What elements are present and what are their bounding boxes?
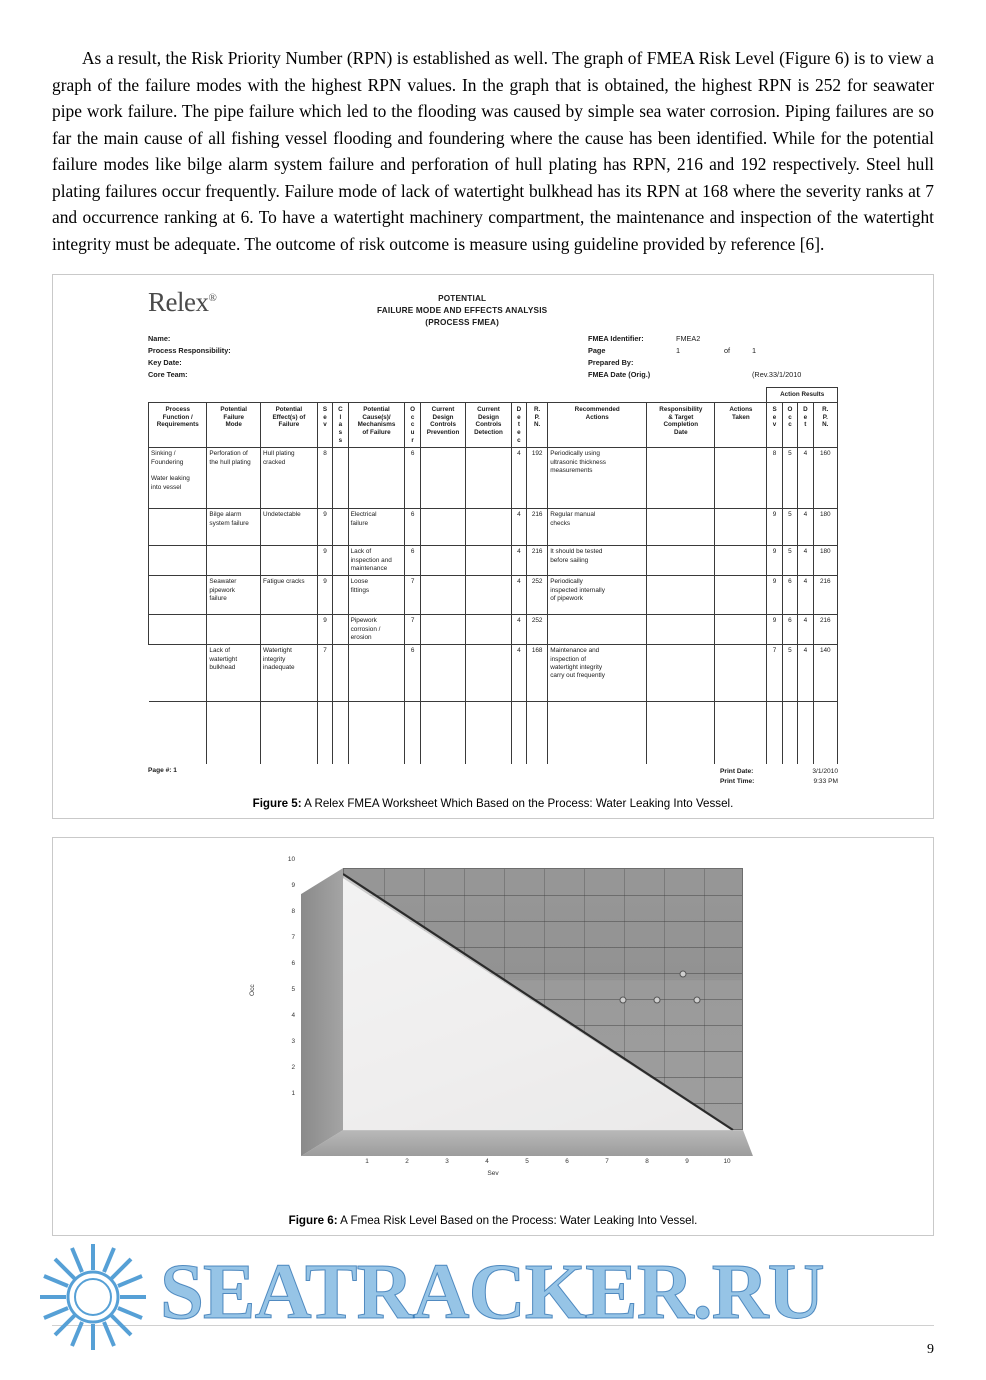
- print-time-value: 9:33 PM: [813, 778, 838, 786]
- meta-fmea-date-v2: [724, 369, 752, 381]
- cell-occ: 6: [405, 645, 420, 702]
- cell-mode: Lack of watertight bulkhead: [207, 645, 261, 702]
- col-class: C l a s s: [333, 403, 348, 448]
- meta-process-responsibility-label: Process Responsibility:: [148, 345, 231, 355]
- cell-class: [333, 615, 348, 645]
- x-tick-8: 8: [645, 1158, 649, 1166]
- worksheet-title-line-1: POTENTIAL: [438, 294, 487, 304]
- cell-rpn2: 216: [813, 615, 837, 645]
- x-tick-3: 3: [445, 1158, 449, 1166]
- fmea-risk-chart: [53, 838, 933, 1210]
- cell-occ2: 6: [782, 615, 797, 645]
- cell-det2: 4: [798, 615, 813, 645]
- meta-fmea-identifier-label: FMEA Identifier:: [588, 334, 644, 344]
- x-tick-10: 10: [723, 1158, 731, 1166]
- meta-fmea-date-value: [676, 369, 724, 381]
- cell-responsibility: [647, 645, 715, 702]
- cell-actions-taken: [715, 509, 767, 546]
- y-tick-4: 4: [291, 1012, 295, 1020]
- y-tick-2: 2: [291, 1064, 295, 1072]
- cell-occ2: 5: [782, 645, 797, 702]
- table-row: [149, 509, 838, 546]
- table-row: [149, 546, 838, 576]
- cell-rpn: 168: [527, 645, 548, 702]
- registered-mark: ®: [208, 292, 217, 305]
- meta-key-date-label: Key Date:: [148, 357, 182, 367]
- col-occ-result: O c c: [782, 403, 797, 448]
- meta-page-total: 1: [752, 345, 757, 355]
- y-tick-1: 1: [291, 1090, 295, 1098]
- table-row: [149, 645, 838, 702]
- data-point: [620, 997, 627, 1004]
- cell-occ: 6: [405, 509, 420, 546]
- cell-prevention: [420, 645, 465, 702]
- cell-mode: Perforation of the hull plating: [207, 448, 261, 509]
- cell-sev2: 8: [767, 448, 782, 509]
- cell-prevention: [420, 509, 465, 546]
- cell-rpn: 216: [527, 546, 548, 576]
- cell-prevention: [420, 576, 465, 615]
- chart-wrap: [53, 846, 933, 1186]
- print-time-label: Print Time:: [720, 778, 755, 786]
- cell-actions-taken: [715, 615, 767, 645]
- risk-boundary-line: [343, 868, 743, 1130]
- cell-sev2: 9: [767, 509, 782, 546]
- cell-det2: 4: [798, 546, 813, 576]
- y-tick-9: 9: [291, 882, 295, 890]
- action-results-header-row: [149, 388, 838, 403]
- cell-actions-taken: [715, 546, 767, 576]
- cell-detection: [466, 576, 511, 615]
- data-point: [680, 971, 687, 978]
- figure-6-caption-text: A Fmea Risk Level Based on the Process: Water Leaking Into Vessel.: [337, 1214, 698, 1228]
- relex-logo-text: Relex: [148, 287, 209, 318]
- cell-process: Sinking / Foundering Water leaking into vessel: [149, 448, 207, 509]
- cell-detection: [466, 615, 511, 645]
- cell-process: [149, 576, 207, 615]
- cell-cause: Electrical failure: [348, 509, 405, 546]
- paragraph-text: As a result, the Risk Priority Number (RPN) is established as well. The graph of FMEA Risk Level (Figure 6) is to view a graph of the failure modes with the highest RPN values. In the graph that is obtained, the highest RPN is 252 for seawater pipe work failure. The pipe failure which led to the flooding was caused by simple sea water corrosion. Piping failures are so far the main cause of all fishing vessel flooding and foundering where the cause has been identified. While for the potential failure modes like bilge alarm system failure and perforation of hull plating has RPN, 216 and 192 respectively. Steel hull plating failures occur frequently. Failure mode of lack of watertight bulkhead has its RPN at 168 where the severity ranks at 7 and occurrence ranking at 6. To have a watertight machinery compartment, the maintenance and inspection of the watertight integrity must be adequate. The outcome of risk outcome is measure using guideline provided by reference [6].: [52, 48, 934, 254]
- cell-actions: [548, 615, 647, 645]
- y-tick-10: 10: [287, 856, 295, 864]
- cell-effect: [260, 546, 317, 576]
- cell-rpn: 252: [527, 576, 548, 615]
- x-tick-1: 1: [365, 1158, 369, 1166]
- worksheet-meta-left: [148, 333, 448, 380]
- relex-logo: [148, 287, 216, 318]
- cell-actions: Regular manual checks: [548, 509, 647, 546]
- figure-5-caption-label: Figure 5:: [252, 797, 302, 811]
- cell-sev: 9: [317, 546, 332, 576]
- worksheet-title: [216, 293, 708, 329]
- meta-name-label: Name:: [148, 334, 171, 344]
- col-sev: S e v: [317, 403, 332, 448]
- cell-occ: 6: [405, 448, 420, 509]
- cell-occ2: 5: [782, 448, 797, 509]
- cell-mode: [207, 615, 261, 645]
- meta-page-of: of: [724, 345, 731, 355]
- cell-actions-taken: [715, 448, 767, 509]
- worksheet-footer: [148, 767, 838, 787]
- data-point: [654, 997, 661, 1004]
- data-point: [694, 997, 701, 1004]
- cell-occ: 7: [405, 615, 420, 645]
- cell-effect: Fatigue cracks: [260, 576, 317, 615]
- col-recommended-actions: Recommended Actions: [548, 403, 647, 448]
- col-potential-failure-mode: Potential Failure Mode: [207, 403, 261, 448]
- col-process-function: Process Function / Requirements: [149, 403, 207, 448]
- cell-cause: Pipework corrosion / erosion: [348, 615, 405, 645]
- cell-sev2: 9: [767, 546, 782, 576]
- figure-5-caption: [53, 793, 933, 818]
- cell-rpn: 216: [527, 509, 548, 546]
- worksheet-print-info: [720, 767, 838, 787]
- x-tick-6: 6: [565, 1158, 569, 1166]
- cell-class: [333, 448, 348, 509]
- cell-sev: 8: [317, 448, 332, 509]
- cell-det2: 4: [798, 576, 813, 615]
- cell-cause: Loose fittings: [348, 576, 405, 615]
- cell-actions: It should be tested before sailing: [548, 546, 647, 576]
- cell-responsibility: [647, 509, 715, 546]
- cell-det2: 4: [798, 509, 813, 546]
- chart-side-wall: [301, 868, 344, 1156]
- cell-mode: [207, 546, 261, 576]
- meta-prepared-by-label: Prepared By:: [588, 357, 634, 367]
- col-potential-causes: Potential Cause(s)/ Mechanisms of Failure: [348, 403, 405, 448]
- meta-prepared-by-row: [588, 357, 838, 369]
- watermark-text: SEATRACKER.RU: [160, 1249, 824, 1336]
- cell-occ2: 5: [782, 509, 797, 546]
- y-tick-6: 6: [291, 960, 295, 968]
- y-tick-5: 5: [291, 986, 295, 994]
- figure-5-container: [52, 274, 934, 819]
- chart-floor: [301, 1130, 753, 1156]
- meta-fmea-revision: (Rev.33/1/2010: [752, 369, 802, 379]
- cell-class: [333, 546, 348, 576]
- cell-rpn2: 140: [813, 645, 837, 702]
- cell-cause: Lack of inspection and maintenance: [348, 546, 405, 576]
- meta-fmea-identifier-value: FMEA2: [676, 334, 701, 344]
- action-results-header: Action Results: [767, 388, 838, 403]
- cell-effect: Hull plating cracked: [260, 448, 317, 509]
- cell-cause: [348, 448, 405, 509]
- cell-sev2: 9: [767, 615, 782, 645]
- y-tick-8: 8: [291, 908, 295, 916]
- cell-sev: 9: [317, 615, 332, 645]
- meta-core-team-label: Core Team:: [148, 369, 188, 379]
- cell-prevention: [420, 546, 465, 576]
- x-tick-7: 7: [605, 1158, 609, 1166]
- meta-prepared-by-value: [676, 357, 724, 369]
- cell-sev2: 9: [767, 576, 782, 615]
- cell-det: 4: [511, 509, 526, 546]
- cell-responsibility: [647, 615, 715, 645]
- cell-detection: [466, 509, 511, 546]
- table-row: [149, 448, 838, 509]
- chart-y-tick-labels: [269, 856, 295, 1122]
- cell-process: [149, 645, 207, 702]
- worksheet-title-line-3: (PROCESS FMEA): [425, 318, 500, 328]
- cell-actions-taken: [715, 645, 767, 702]
- meta-page-number: 1: [676, 345, 681, 355]
- cell-responsibility: [647, 576, 715, 615]
- meta-fmea-date-row: [588, 369, 838, 381]
- col-rpn-result: R. P. N.: [813, 403, 837, 448]
- worksheet-meta: [148, 333, 838, 380]
- cell-actions: Periodically inspected internally of pipework: [548, 576, 647, 615]
- cell-det: 4: [511, 546, 526, 576]
- chart-x-axis-label: Sev: [487, 1170, 499, 1178]
- cell-rpn2: 160: [813, 448, 837, 509]
- cell-effect: Undetectable: [260, 509, 317, 546]
- cell-sev: 7: [317, 645, 332, 702]
- cell-class: [333, 576, 348, 615]
- cell-occ: 7: [405, 576, 420, 615]
- cell-actions-taken: [715, 576, 767, 615]
- cell-mode: Seawater pipework failure: [207, 576, 261, 615]
- cell-sev: 9: [317, 509, 332, 546]
- cell-sev2: 7: [767, 645, 782, 702]
- cell-rpn2: 180: [813, 509, 837, 546]
- cell-rpn2: 180: [813, 546, 837, 576]
- table-row: [149, 576, 838, 615]
- col-potential-effects: Potential Effect(s) of Failure: [260, 403, 317, 448]
- meta-page-row: [588, 345, 838, 357]
- worksheet-page-label: Page #: 1: [148, 767, 177, 775]
- cell-det: 4: [511, 448, 526, 509]
- meta-fmea-identifier-v2: [724, 333, 752, 345]
- y-tick-3: 3: [291, 1038, 295, 1046]
- cell-actions: Maintenance and inspection of watertight integrity carry out frequently: [548, 645, 647, 702]
- cell-cause: [348, 645, 405, 702]
- col-occur: O c c u r: [405, 403, 420, 448]
- chart-plot-area: [301, 868, 753, 1156]
- fmea-table-head: [149, 388, 838, 448]
- col-detec: D e t e c: [511, 403, 526, 448]
- meta-fmea-date-label: FMEA Date (Orig.): [588, 369, 651, 379]
- col-controls-prevention: Current Design Controls Prevention: [420, 403, 465, 448]
- cell-process: [149, 509, 207, 546]
- cell-occ: 6: [405, 546, 420, 576]
- page-number: 9: [927, 1342, 934, 1357]
- x-tick-9: 9: [685, 1158, 689, 1166]
- relex-worksheet: [53, 275, 933, 793]
- figure-5-caption-text: A Relex FMEA Worksheet Which Based on the Process: Water Leaking Into Vessel.: [301, 797, 734, 811]
- cell-occ2: 5: [782, 546, 797, 576]
- cell-prevention: [420, 615, 465, 645]
- print-date-label: Print Date:: [720, 768, 754, 776]
- cell-occ2: 6: [782, 576, 797, 615]
- cell-effect: Watertight integrity inadequate: [260, 645, 317, 702]
- cell-det2: 4: [798, 448, 813, 509]
- col-det-result: D e t: [798, 403, 813, 448]
- chart-y-axis-label: Occ: [249, 984, 256, 997]
- cell-det: 4: [511, 645, 526, 702]
- cell-mode: Bilge alarm system failure: [207, 509, 261, 546]
- cell-actions: Periodically using ultrasonic thickness measurements: [548, 448, 647, 509]
- cell-prevention: [420, 448, 465, 509]
- cell-rpn: 252: [527, 615, 548, 645]
- cell-det: 4: [511, 576, 526, 615]
- cell-detection: [466, 546, 511, 576]
- print-date-value: 3/1/2010: [812, 768, 838, 776]
- worksheet-title-line-2: FAILURE MODE AND EFFECTS ANALYSIS: [376, 306, 548, 316]
- figure-6-caption: [53, 1210, 933, 1235]
- worksheet-meta-right: [588, 333, 838, 380]
- cell-det2: 4: [798, 645, 813, 702]
- cell-det: 4: [511, 615, 526, 645]
- footer-rule: [52, 1325, 934, 1326]
- col-actions-taken: Actions Taken: [715, 403, 767, 448]
- col-sev-result: S e v: [767, 403, 782, 448]
- meta-fmea-identifier-row: [588, 333, 838, 345]
- figure-6-container: [52, 837, 934, 1236]
- cell-responsibility: [647, 448, 715, 509]
- worksheet-header: [148, 287, 838, 329]
- x-tick-5: 5: [525, 1158, 529, 1166]
- fmea-column-header-row: [149, 403, 838, 448]
- cell-detection: [466, 448, 511, 509]
- meta-page-label: Page: [588, 345, 606, 355]
- figure-6-caption-label: Figure 6:: [288, 1214, 338, 1228]
- fmea-table: [148, 387, 838, 764]
- x-tick-4: 4: [485, 1158, 489, 1166]
- body-paragraph: [52, 45, 934, 257]
- x-tick-2: 2: [405, 1158, 409, 1166]
- col-responsibility: Responsibility & Target Completion Date: [647, 403, 715, 448]
- cell-class: [333, 509, 348, 546]
- table-row: [149, 615, 838, 645]
- y-tick-7: 7: [291, 934, 295, 942]
- cell-process: [149, 546, 207, 576]
- cell-sev: 9: [317, 576, 332, 615]
- cell-process: [149, 615, 207, 645]
- cell-responsibility: [647, 546, 715, 576]
- col-controls-detection: Current Design Controls Detection: [466, 403, 511, 448]
- table-row-empty: [149, 702, 838, 765]
- cell-rpn2: 216: [813, 576, 837, 615]
- cell-class: [333, 645, 348, 702]
- cell-rpn: 192: [527, 448, 548, 509]
- fmea-table-body: [149, 448, 838, 764]
- cell-detection: [466, 645, 511, 702]
- cell-effect: [260, 615, 317, 645]
- col-rpn: R. P. N.: [527, 403, 548, 448]
